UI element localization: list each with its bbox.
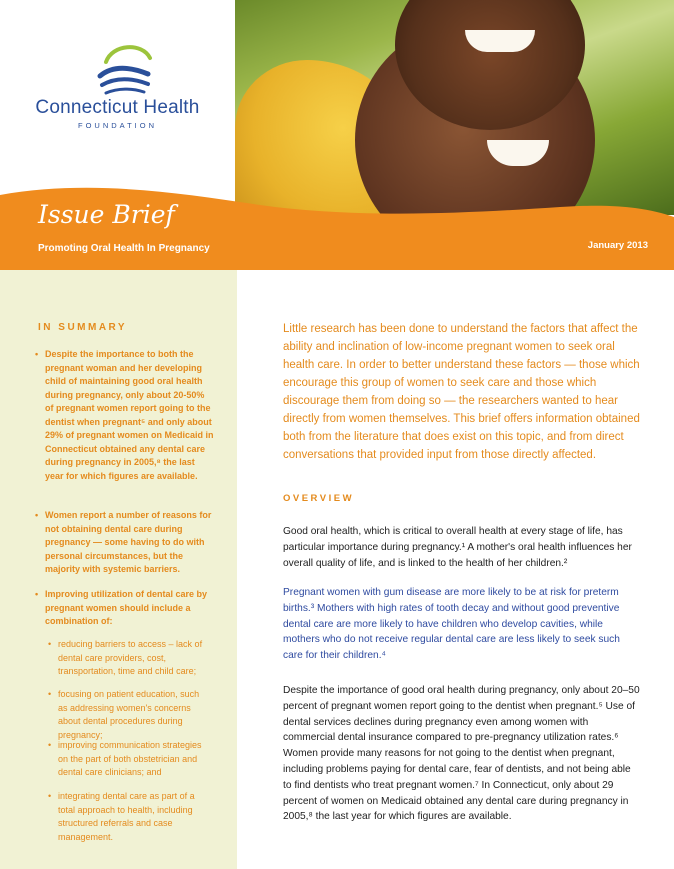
summary-sub-bullet: • improving communication strategies on the part of both obstetrician and dental care clinicians; and — [48, 740, 202, 777]
overview-heading: OVERVIEW — [283, 493, 355, 504]
summary-bullet: • Despite the importance to both the pregnant woman and her developing child of maintaining good oral health during pregnancy, only about 20-50% of pregnant women report going to the dentist when pregnant⁵ and only about 29% of pregnant women on Medicaid in Connecticut obtained any dental care during pregnancy in 2005,⁸ the last year for which figures are available. — [35, 349, 214, 481]
bullet-dot-icon: • — [48, 740, 52, 750]
overview-paragraph-3: Despite the importance of good oral health during pregnancy, only about 20–50 percent of pregnant women report going to the dentist when pregnant.⁵ Use of dental services declines during pregnancy even among women with commercial dental insurance compared to pre-pregnancy utilization rates.⁶ Women provide many reasons for not going to the dentist when pregnant, including problems paying for dental care, fear of dentists, and not being able to find dentists who treat pregnant women.⁷ In Connecticut, only about 29 percent of women on Medicaid obtained any dental care during pregnancy in 2005,⁸ the last year for which figures are available. — [283, 685, 640, 823]
photo-child-smile — [465, 30, 535, 52]
bullet-dot-icon: • — [48, 689, 52, 699]
intro-paragraph: Little research has been done to understand the factors that affect the ability and inclination of low-income pregnant women to seek oral health care. In order to better understand these factors — those which encourage this group of women to seek care and those which discourage them from doing so — the researchers wanted to hear directly from women themselves. This brief offers information obtained both from the literature that does exist on this topic, and from direct conversations that provided input from those directly affected. — [283, 323, 640, 461]
org-name: Connecticut Health — [35, 97, 200, 118]
overview-paragraph-1: Good oral health, which is critical to overall health at every stage of life, has particular importance during pregnancy.¹ A mother's oral health influences her overall quality of life, and is linked to the health of her children.² — [283, 526, 632, 569]
bullet-dot-icon: • — [35, 589, 39, 599]
publication-date: January 2013 — [587, 240, 648, 251]
foundation-logo-icon — [92, 40, 156, 100]
org-subtitle: FOUNDATION — [77, 121, 158, 130]
overview-paragraph-2: Pregnant women with gum disease are more likely to be at risk for preterm births.³ Mothers with high rates of tooth decay and without good preventive dental care are more likely to have children who develop cavities, while mothers who do not receive regular dental care are less likely to seek such care for their children.⁴ — [283, 587, 620, 662]
logo-area — [0, 0, 235, 200]
summary-title: IN SUMMARY — [38, 322, 128, 333]
brief-topic: Promoting Oral Health In Pregnancy — [38, 243, 210, 254]
bullet-dot-icon: • — [48, 791, 52, 801]
issue-brief-label: Issue Brief — [38, 200, 175, 229]
header-photo — [235, 0, 674, 215]
summary-bullet: • Improving utilization of dental care by pregnant women should include a combination of: — [35, 589, 208, 626]
bullet-dot-icon: • — [35, 349, 39, 359]
summary-bullet: • Women report a number of reasons for not obtaining dental care during pregnancy — some having to do with personal circumstances, but the majority with systemic barriers. — [35, 510, 212, 574]
summary-sub-bullet: • reducing barriers to access – lack of dental care providers, cost, transportation, time and child care; — [48, 639, 203, 676]
bullet-dot-icon: • — [35, 510, 39, 520]
summary-sub-bullet: • integrating dental care as part of a total approach to health, including structured referrals and case management. — [48, 791, 195, 842]
summary-sub-bullet: • focusing on patient education, such as addressing women's concerns about dental procedures during pregnancy; — [48, 689, 200, 740]
bullet-dot-icon: • — [48, 639, 52, 649]
